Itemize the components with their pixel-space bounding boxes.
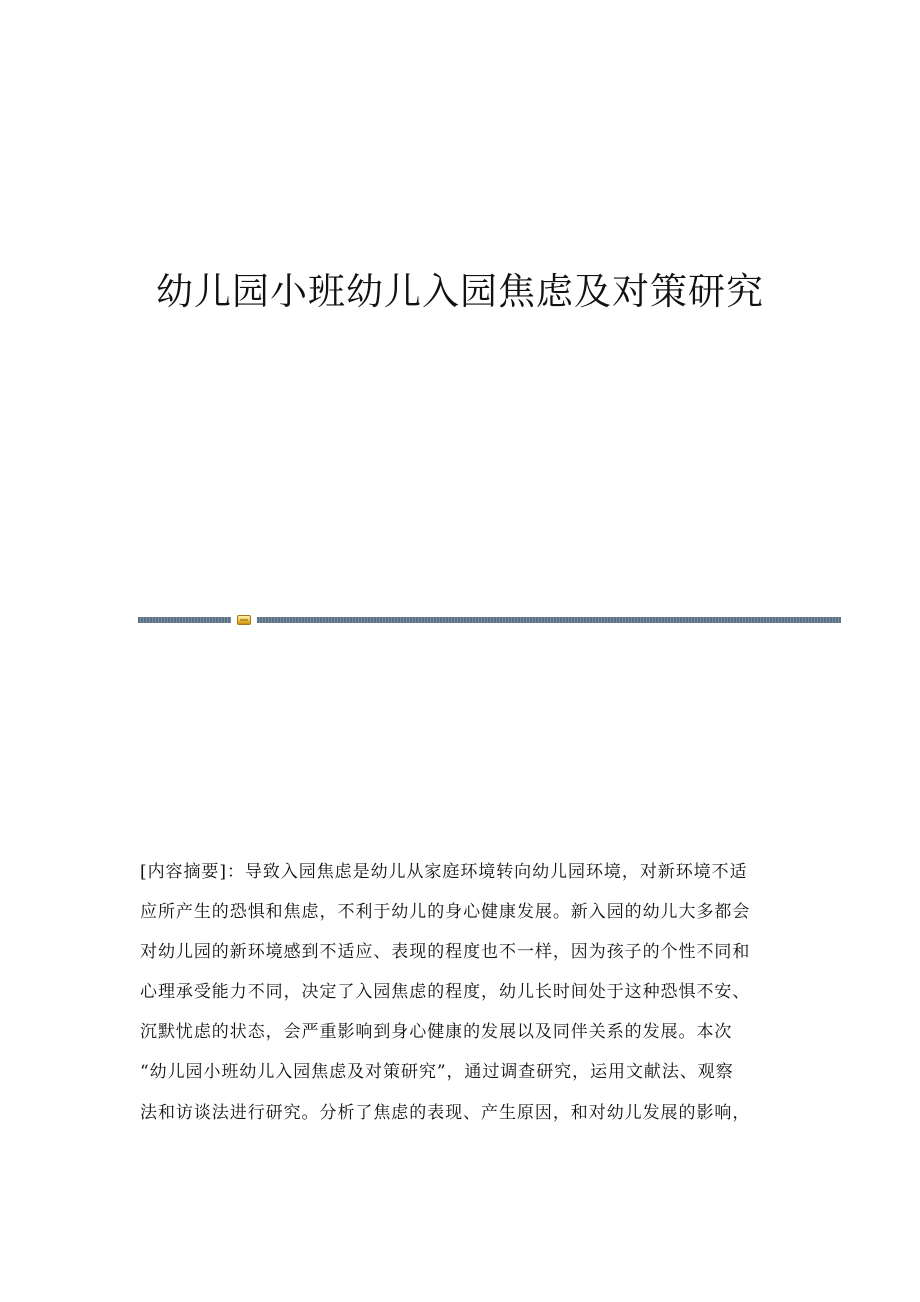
abstract-line: 心理承受能力不同，决定了入园焦虑的程度，幼儿长时间处于这种恐惧不安、	[140, 982, 751, 1003]
abstract-line: 应所产生的恐惧和焦虑，不利于幼儿的身心健康发展。新入园的幼儿大多都会	[140, 902, 751, 923]
abstract-line: 沉默忧虑的状态，会严重影响到身心健康的发展以及同伴关系的发展。本次	[140, 1022, 733, 1043]
abstract-line: “幼儿园小班幼儿入园焦虑及对策研究”，通过调查研究，运用文献法、观察	[140, 1062, 734, 1083]
abstract-line: 对幼儿园的新环境感到不适应、表现的程度也不一样，因为孩子的个性不同和	[140, 942, 751, 963]
section-divider	[138, 614, 841, 626]
abstract-line: [内容摘要]：导致入园焦虑是幼儿从家庭环境转向幼儿园环境，对新环境不适	[140, 862, 748, 882]
abstract-line: 法和访谈法进行研究。分析了焦虑的表现、产生原因，和对幼儿发展的影响，	[140, 1102, 751, 1123]
abstract-paragraph	[140, 852, 780, 1133]
divider-bar-right	[257, 617, 841, 623]
divider-bar-left	[138, 617, 231, 623]
document-title: 幼儿园小班幼儿入园焦虑及对策研究	[156, 270, 764, 313]
divider-ornament-icon	[237, 615, 251, 625]
